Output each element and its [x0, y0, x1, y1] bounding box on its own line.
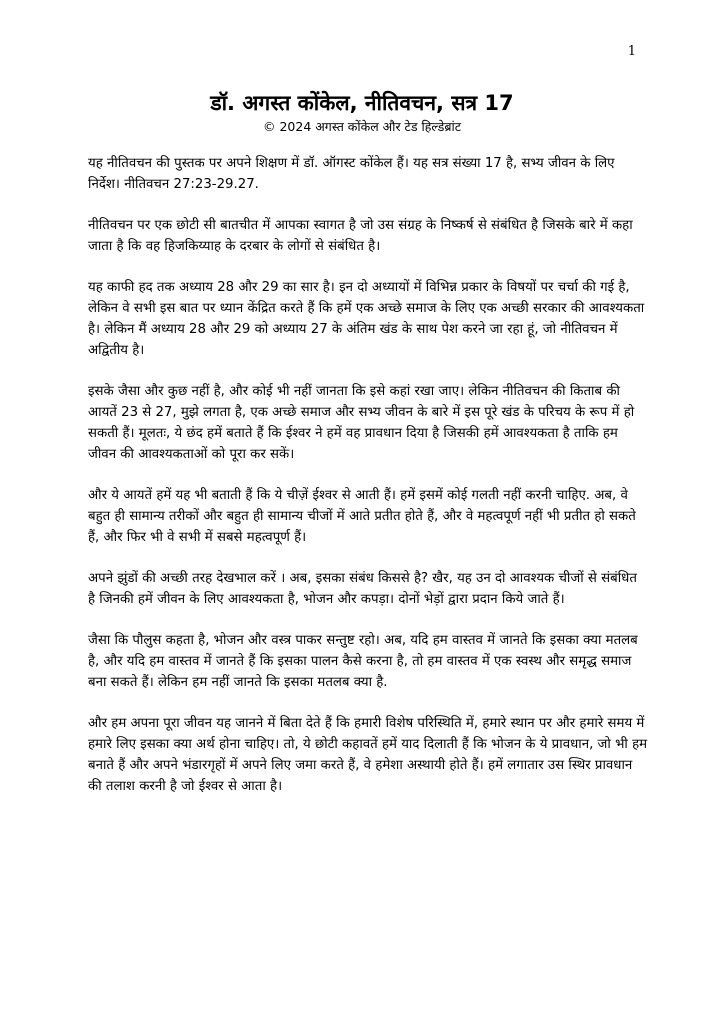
paragraph-6: अपने झुंडों की अच्छी तरह देखभाल करें । अब, इसका संबंध किससे है? खैर, यह उन दो आवश्यक चीजों से संबंधित है जिनकी हमें जीवन के लिए आवश्यकता है, भोजन और कपड़ा। दोनों भेड़ों द्वारा प्रदान किये जाते हैं। — [88, 571, 637, 607]
paragraph-3: यह काफी हद तक अध्याय 28 और 29 का सार है। इन दो अध्यायों में विभिन्न प्रकार के विषयों पर चर्चा की गई है, लेकिन वे सभी इस बात पर ध्यान केंद्रित करते हैं कि हमें एक अच्छे समाज के लिए एक अच्छी सरकार की आवश्यकता है। लेकिन मैं अध्याय 28 और 29 को अध्याय 27 के अंतिम खंड के साथ पेश करने जा रहा हूं, जो नीतिवचन में अद्वितीय है। — [88, 280, 645, 358]
paragraph-5: और ये आयतें हमें यह भी बताती हैं कि ये चीज़ें ईश्वर से आती हैं। हमें इसमें कोई गलती नहीं करनी चाहिए. अब, वे बहुत ही सामान्य तरीकों और बहुत ही सामान्य चीजों में आते प्रतीत होते हैं, और वे महत्वपूर्ण नहीं भी प्रतीत हो सकते हैं, और फिर भी वे सभी में सबसे महत्वपूर्ण हैं। — [88, 488, 636, 545]
paragraph-8: और हम अपना पूरा जीवन यह जानने में बिता देते हैं कि हमारी विशेष परिस्थिति में, हमारे स्थान पर और हमारे समय में हमारे लिए इसका क्या अर्थ होना चाहिए। तो, ये छोटी कहावतें हमें याद दिलाती हैं कि भोजन के ये प्रावधान, जो भी हम बनाते हैं और अपने भंडारगृहों में अपने लिए जमा करते हैं, वे हमेशा अस्थायी होते हैं। हमें लगातार उस स्थिर प्रावधान की तलाश करनी है जो ईश्वर से आता है। — [88, 716, 648, 794]
paragraph-7: जैसा कि पौलुस कहता है, भोजन और वस्त्र पाकर सन्तुष्ट रहो। अब, यदि हम वास्तव में जानते कि इसका क्या मतलब है, और यदि हम वास्तव में जानते हैं कि इसका पालन कैसे करना है, तो हम वास्तव में एक स्वस्थ और समृद्ध समाज बना सकते हैं। लेकिन हम नहीं जानते कि इसका मतलब क्या है. — [88, 633, 638, 690]
copyright-line: © 2024 अगस्त कोंकेल और टेड हिल्डेब्रांट — [262, 119, 461, 134]
header — [0, 88, 724, 136]
page-title: डॉ. अगस्त कोंकेल, नीतिवचन, सत्र 17 — [210, 91, 514, 115]
paragraph-2: नीतिवचन पर एक छोटी सी बातचीत में आपका स्वागत है जो उस संग्रह के निष्कर्ष से संबंधित है जिसके बारे में कहा जाता है कि वह हिजकिय्याह के दरबार के लोगों से संबंधित है। — [88, 218, 633, 254]
page-number: 1 — [627, 44, 636, 59]
document-body — [88, 153, 648, 817]
paragraph-4: इसके जैसा और कुछ नहीं है, और कोई भी नहीं जानता कि इसे कहां रखा जाए। लेकिन नीतिवचन की किताब की आयतें 23 से 27, मुझे लगता है, एक अच्छे समाज और सभ्य जीवन के बारे में इस पूरे खंड के परिचय के रूप में हो सकती हैं। मूलतः, ये छंद हमें बताते हैं कि ईश्वर ने हमें वह प्रावधान दिया है जिसकी हमें आवश्यकता है ताकि हम जीवन की आवश्यकताओं को पूरा कर सकें। — [88, 384, 635, 462]
paragraph-1: यह नीतिवचन की पुस्तक पर अपने शिक्षण में डॉ. ऑगस्ट कोंकेल हैं। यह सत्र संख्या 17 है, सभ्य जीवन के लिए निर्देश। नीतिवचन 27:23-29.27. — [88, 156, 615, 192]
